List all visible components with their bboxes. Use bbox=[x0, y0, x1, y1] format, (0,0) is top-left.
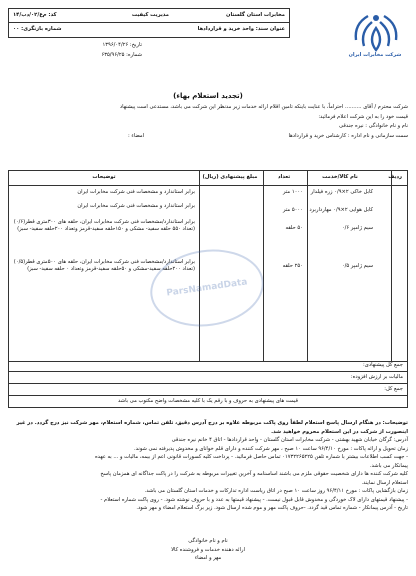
company-name: مخابرات استان گلستان bbox=[226, 12, 285, 18]
table-row-1-item: کابل خاکی ۲×۰/۹ زره فیلدار bbox=[310, 189, 373, 195]
note-line-9: زمان بازگشایی پاکات : مورخ ۹۶/۴/۱۱ روز ساعت ۱۰ صبح در اتاق ریاست اداره تدارکات و خدمات استان گلستان می باشد. bbox=[144, 488, 408, 494]
sign-stamp: مهر و امضاء bbox=[194, 555, 222, 561]
intro-text bbox=[8, 104, 408, 142]
header-item: نام کالا/خدمت bbox=[322, 174, 358, 180]
table-row-4-desc: برابر استاندارد/مشخصات فنی شرکت مخابرات ایران، حلقه های ۵۰۰متری قطر(۰/۵) (تعداد ۲۰۰حلقه سفید-مشکی و ۵۰حلقه سفید-قرمز وتعداد ۰ حلقه سفید- سبز) bbox=[13, 259, 195, 272]
table-row-3-item: سیم ژامپر ۰/۶ bbox=[341, 225, 373, 231]
note-line-3: آدرس: گرگان خیابان شهید بهشتی - شرکت مخابرات استان گلستان - واحد قراردادها - اتاق ۴ خانم نیره جندقی bbox=[171, 437, 408, 443]
note-line-1: توضیحات: در هنگام ارسال پاسخ استعلام لطفاً روی پاکت مربوطه علاوه بر درج آدرس دقیق، تلفن تماس، شماره استعلام، مهر شرکت نیز درج گردد. در غیر bbox=[16, 420, 408, 426]
date-block bbox=[12, 42, 142, 61]
tax-row: مالیات بر ارزش افزوده: bbox=[8, 372, 408, 384]
doc-code: کد: م‌ع/۰۲/دب/۱۴ bbox=[13, 12, 57, 18]
note-line-7: کلیه شرکت کننده ها دارای شخصیت حقوقی ملزم می باشند اساسنامه و آخرین تغییرات مربوطه به شرکت را در پاکت جداگانه ای همزمان پاسخ bbox=[100, 471, 408, 477]
note-line-5: - جهت کسب اطلاعات بیشتر با شماره تلفن ۰۱۷۳۲۲۶۵۲۲۵ تماس حاصل فرمائید. - پرداخت کلیه کسورات قانونی اعم از بیمه، مالیات و ... به عهده bbox=[94, 454, 408, 460]
doc-date: تاریخ: ۱۳۹۶/۰۴/۲۶ bbox=[102, 42, 142, 48]
notes-section bbox=[8, 420, 408, 514]
revision-number: شماره بازنگری: ۰۰ bbox=[13, 26, 62, 32]
note-line-11: تاریخ - آدرس پیمانکار - شماره تماس قید گردد. -حروف پاکت مهر و موم شده ارسال شود. زیر برگ استعلام امضاء و مهر شود. bbox=[136, 505, 408, 511]
table-row-3-qty: ۵۰ حلقه bbox=[285, 225, 303, 231]
table-row-1-desc: برابر استاندارد و مشخصات فنی شرکت مخابرات ایران bbox=[77, 189, 195, 195]
sign-name: نام و نام خانوادگی bbox=[188, 538, 228, 544]
signature-label: امضاء : bbox=[128, 132, 145, 139]
note-line-4: زمان تحویل و ارائه پاکات : مورخ ۹۶/۴/۱۰ ساعت ۱۰ صبح ، مهر شرکت کننده و دارای قلم خوانای و مخدوش پذیرفته نمی شوند. bbox=[134, 445, 408, 452]
note-line-8: استعلام ارسال نمایند. bbox=[361, 479, 408, 486]
header-price: مبلغ پیشنهادی (ریال) bbox=[202, 174, 258, 180]
table-row-4-item: سیم ژامپر ۰/۵ bbox=[341, 263, 373, 269]
header-qty: تعداد bbox=[277, 174, 291, 180]
signature-block bbox=[8, 538, 408, 564]
totals-section bbox=[8, 360, 408, 408]
quality-label: مدیریت کیفیت bbox=[131, 12, 169, 18]
contact-name: نام و نام خانوادگی : نیره جندقی bbox=[339, 123, 408, 129]
logo-text: شرکت مخابرات ایران bbox=[348, 52, 402, 58]
table-row-4-qty: ۲۵۰ حلقه bbox=[282, 263, 303, 269]
form-title: عنوان سند: واحد خرید و قراردادها bbox=[197, 26, 285, 32]
contact-position bbox=[8, 133, 408, 140]
header-meta-box bbox=[8, 8, 290, 38]
note-line-6: پیمانکار می باشد. bbox=[369, 462, 408, 469]
watermark-text: ParsNamadData bbox=[165, 277, 249, 299]
price-note-row: قیمت های پیشنهادی به حروف و با رقم یک با کلیه مشخصات واضح مکتوب می باشد bbox=[8, 396, 408, 408]
intro-line-1: شرکت محترم / آقای .......... احتراماً، با عنایت باینکه تامین اقلام ارائه خدمات زیر مدنظر این شرکت می باشد، مستدعی است پیشنهاد bbox=[119, 104, 408, 110]
table-row-2-desc: برابر استاندارد و مشخصات فنی شرکت مخابرات ایران bbox=[77, 203, 195, 209]
table-row-1-qty: ۱۰۰۰ متر bbox=[282, 189, 303, 195]
table-header bbox=[9, 171, 407, 186]
note-line-2: اینصورت از شرکت در این استعلام محروم خواهید شد. bbox=[271, 428, 408, 435]
header-row: ردیف bbox=[388, 174, 402, 180]
grand-total-row: جمع کل: bbox=[8, 384, 408, 396]
doc-number: شماره: ۶۳۵/۹۶/۲۵ bbox=[101, 51, 142, 58]
note-line-10: - پیشنهاد قیمتهای دارای لاک خوردگی و مخدوش قابل قبول نیست. - پیشنهاد قیمتها به عدد و با حروف نوشته شود. - روی پاکت شماره استعلام - bbox=[100, 496, 408, 503]
sign-provider: ارائه دهنده خدمات و فروشنده کالا bbox=[171, 546, 245, 553]
page-title: (تجدید استعلام بهاء) bbox=[173, 92, 243, 100]
total-row: جمع کل پیشنهادی: bbox=[8, 360, 408, 372]
table-row-2-qty: ۵۰۰۰ متر bbox=[282, 207, 303, 213]
table-row-2-item: کابل هوایی ۲×۰/۹ مهارداربرد bbox=[309, 207, 373, 213]
header-desc: توضیحات bbox=[92, 174, 116, 180]
header bbox=[8, 8, 408, 72]
intro-line-2: قیمت خود را به این شرکت اعلام فرمائید: bbox=[318, 113, 408, 120]
contact-position-text: سمت سازمانی و نام اداره : کارشناس خرید و قراردادها bbox=[288, 132, 408, 139]
table-row-3-desc: برابر استاندارد/مشخصات فنی شرکت مخابرات ایران، حلقه های ۳۰۰متری قطر(۰/۶) (تعداد ۵۵۰ حلقه سفید- مشکی و ۱۵۰حلقه سفید-قرمز وتعداد ۲۰۰حلقه سفید- سبز) bbox=[13, 219, 195, 232]
